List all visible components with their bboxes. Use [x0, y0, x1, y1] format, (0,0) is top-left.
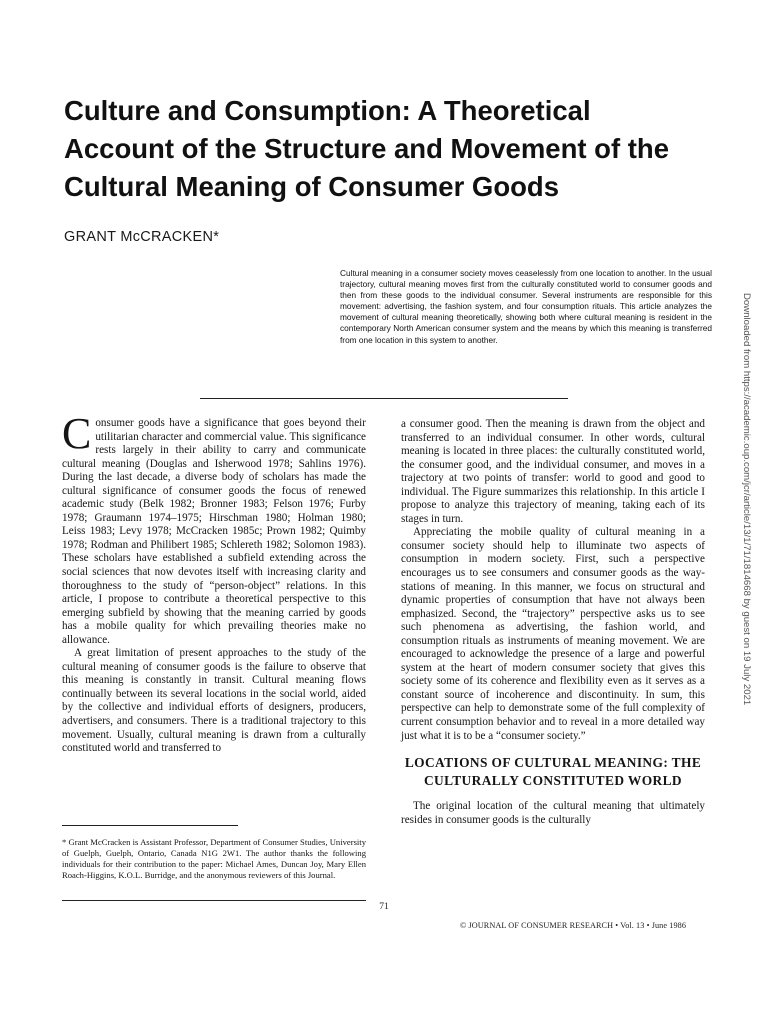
paragraph-5: The original location of the cultural meaning that ultimately resides in consumer goods is the culturally	[401, 800, 705, 826]
author-footnote: * Grant McCracken is Assistant Professor, Department of Consumer Studies, University of Guelph, Guelph, Ontario, Canada N1G 2W1. The author thanks the following individuals for their contribution to the paper: Michael Ames, Duncan Joy, Mary Ellen Roach-Higgins, K.O.L. Burridge, and the anonymous reviewers of this Journal.	[62, 837, 366, 880]
footnote-divider	[62, 825, 238, 826]
intro-paragraph	[62, 409, 366, 647]
article-title: Culture and Consumption: A Theoretical Account of the Structure and Movement of the Cultural Meaning of Consumer Goods	[64, 95, 670, 202]
body-column-left	[62, 409, 366, 756]
body-column-right	[401, 418, 705, 827]
journal-citation: © JOURNAL OF CONSUMER RESEARCH • Vol. 13 • June 1986	[460, 921, 687, 930]
paragraph-3: a consumer good. Then the meaning is drawn from the object and transferred to an individual consumer. In other words, cultural meaning is located in three places: the culturally constituted world, the consumer good, and the individual consumer, and moves in a trajectory at two points of transfer: world to good and good to individual. The Figure summarizes this relationship. In this article I propose to analyze this trajectory of meaning, taking each of its stages in turn.	[401, 418, 705, 525]
drop-cap: C	[62, 409, 92, 458]
author-name: GRANT McCRACKEN*	[64, 229, 220, 245]
paragraph-2: A great limitation of present approaches to the study of the cultural meaning of consumer goods is the failure to observe that this meaning is constantly in transit. Cultural meaning flows continually between its several locations in the social world, aided by the collective and individual efforts of designers, producers, advertisers, and consumers. There is a traditional trajectory to this movement. Usually, cultural meaning is drawn from a culturally constituted world and transferred to	[62, 647, 366, 755]
section-heading: LOCATIONS OF CULTURAL MEANING: THE CULTURALLY CONSTITUTED WORLD	[404, 755, 702, 788]
watermark-text: Downloaded from https://academic.oup.com/jcr/article/13/1/71/1814668 by guest on 19 July 2021	[741, 293, 752, 706]
intro-text: onsumer goods have a significance that goes beyond their utilitarian character and commercial value. This significance rests largely in their ability to carry and communicate cultural meaning (Douglas and Isherwood 1978; Sahlins 1976). During the last decade, a diverse body of scholars has made the cultural significance of consumer goods the focus of renewed academic study (Belk 1982; Bronner 1983; Felson 1976; Furby 1978; Graumann 1974–1975; Hirschman 1980; Holman 1980; Leiss 1983; Levy 1978; McCracken 1985c; Prown 1982; Quimby 1978; Rodman and Philibert 1985; Schlereth 1982; Solomon 1983). These scholars have established a subfield extending across the social sciences that now devotes itself with increasing clarity and thoroughness to the study of “person-object” relations. In this article, I propose to contribute a theoretical perspective to this emerging subfield by showing that the meaning carried by goods has a mobile quality for which prevailing theories make no allowance.	[62, 417, 366, 646]
abstract: Cultural meaning in a consumer society moves ceaselessly from one location to another. In the usual trajectory, cultural meaning moves first from the culturally constituted world to consumer goods and then from these goods to the individual consumer. Several instruments are responsible for this movement: advertising, the fashion system, and four consumption rituals. This article analyzes the movement of cultural meaning theoretically, showing both where cultural meaning is resident in the contemporary North American consumer system and the means by which this meaning is transferred from one location in this system to another.	[340, 268, 712, 345]
abstract-divider	[200, 398, 568, 399]
download-watermark	[739, 293, 753, 765]
page-number: 71	[379, 902, 389, 912]
paragraph-4: Appreciating the mobile quality of cultural meaning in a consumer society should help to illuminate two aspects of consumption in modern society. First, such a perspective encourages us to see consumers and consumer goods as the way-stations of meaning. In this manner, we focus on structural and dynamic properties of consumption that have not always been emphasized. Second, the “trajectory” perspective asks us to see such phenomena as advertising, the fashion world, and consumption rituals as instruments of meaning movement. We are encouraged to acknowledge the presence of a large and powerful system at the heart of modern consumer society that gives this society some of its coherence and flexibility even as it serves as a constant source of incoherence and discontinuity. In sum, this perspective can help to demonstrate some of the full complexity of current consumption behavior and to reveal in a more detailed way just what it is to be a “consumer society.”	[401, 526, 705, 742]
footer-divider	[62, 900, 366, 901]
